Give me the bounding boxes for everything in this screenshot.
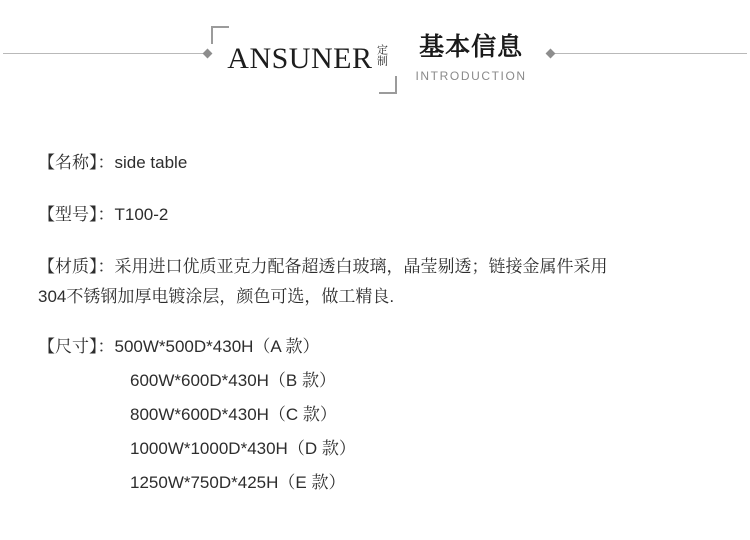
spec-row-sizes [38,330,728,500]
spec-value-material-line1: 采用进口优质亚克力配备超透白玻璃，晶莹剔透；链接金属件采用 [114,257,608,276]
header-rule-right [547,53,747,54]
spec-label-material: 【材质】： [38,257,115,276]
size-line-e: 1250W*750D*425H（E 款） [130,473,346,492]
size-line-b: 600W*600D*430H（B 款） [130,371,336,390]
spec-value-name: side table [114,153,188,172]
size-line-d: 1000W*1000D*430H（D 款） [130,439,356,458]
title-block [415,32,526,83]
spec-row-name [38,148,728,178]
spec-value-model: T100-2 [114,205,169,224]
spec-label-name: 【名称】： [38,153,115,172]
spec-row-model [38,200,728,230]
page-title: 基本信息 [419,32,524,61]
spec-list [38,148,728,500]
brand-block [211,44,397,74]
size-value-a: 500W*500D*430H（A 款） [114,337,320,356]
brand-name: ANSUNER [227,42,373,75]
document-header [0,0,750,118]
brand-badge: 定制 [375,44,388,66]
page-subtitle: INTRODUCTION [415,68,527,83]
spec-value-material-line2: 304不锈钢加厚电镀涂层，颜色可选，做工精良. [38,287,395,306]
header-rule-left [3,53,211,54]
header-inner [0,34,750,85]
size-line-a [38,330,728,364]
spec-label-model: 【型号】： [38,205,115,224]
bracket-bottom-right-icon [379,76,397,94]
bracket-top-left-icon [211,26,229,44]
spec-row-material [38,252,728,312]
size-line-c: 800W*600D*430H（C 款） [130,405,337,424]
spec-label-size: 【尺寸】： [38,337,115,356]
